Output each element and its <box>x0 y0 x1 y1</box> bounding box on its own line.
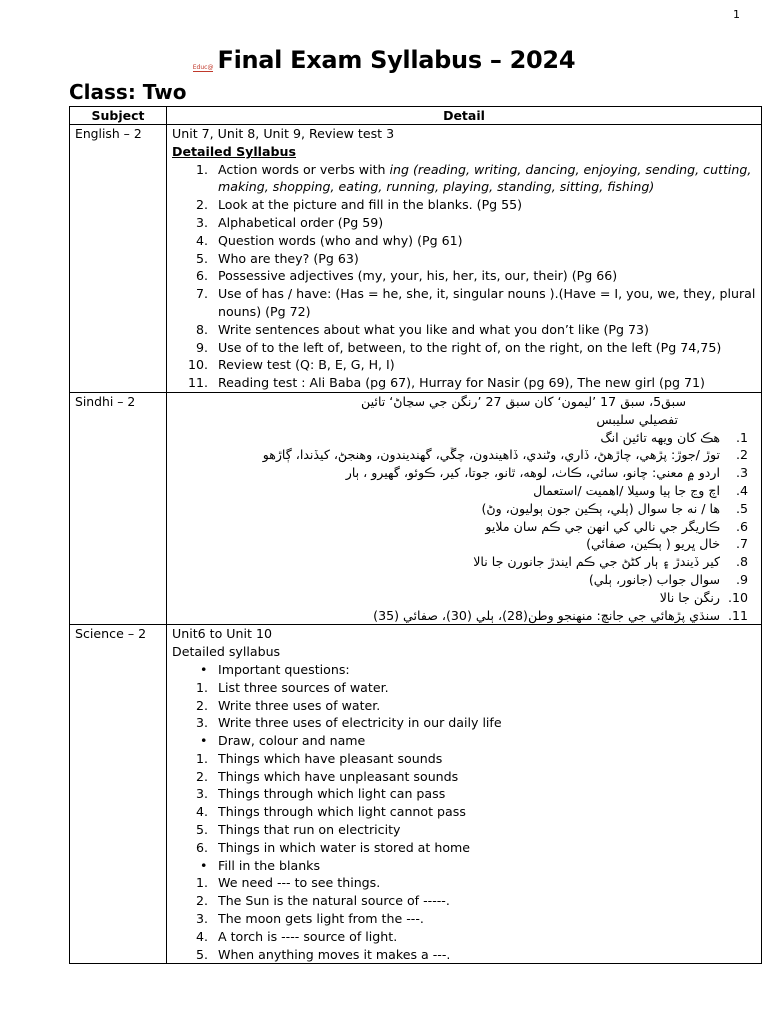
item-text: Look at the picture and fill in the blanks. (Pg 55) <box>218 197 523 213</box>
item-number: 3. <box>195 214 208 230</box>
list-item <box>172 339 756 357</box>
item-text-italic: ing (reading, writing, dancing, enjoying, sending, cutting, <box>389 161 752 177</box>
item-text: The Sun is the natural source of -----. <box>218 893 450 909</box>
item-number: 1. <box>195 161 208 177</box>
item-number: 5. <box>195 946 208 962</box>
list-item <box>172 161 756 197</box>
list-item <box>172 232 756 250</box>
table-header-row <box>70 107 762 125</box>
syllabus-table <box>69 106 762 964</box>
item-text: خال ڀريو ( ٻڪين، صفائي) <box>586 536 720 552</box>
science-list-draw <box>172 750 756 857</box>
list-item <box>172 285 756 321</box>
list-item <box>172 928 756 946</box>
item-text: Who are they? (Pg 63) <box>218 250 359 266</box>
item-number: 2. <box>195 697 208 713</box>
list-item <box>172 267 756 285</box>
item-text: List three sources of water. <box>218 679 389 695</box>
item-number: .6 <box>735 518 748 534</box>
item-text: سنڌي پڙهائي جي جانچ: منهنجو وطن(28)، ٻلي (30)، صفائي (35) <box>373 607 720 623</box>
item-number: .1 <box>735 429 748 445</box>
item-number: .9 <box>735 571 748 587</box>
detail-cell-science <box>167 625 762 964</box>
list-item <box>172 535 756 553</box>
item-text: A torch is ---- source of light. <box>218 928 398 944</box>
item-number: 4. <box>195 232 208 248</box>
detailed-syllabus-heading: Detailed syllabus <box>172 644 281 660</box>
school-logo: Educ@ <box>192 63 214 71</box>
item-number: 5. <box>195 250 208 266</box>
bullet-item <box>172 857 756 875</box>
list-item <box>172 464 756 482</box>
item-text: Review test (Q: B, E, G, H, I) <box>218 357 395 373</box>
subject-cell: Science – 2 <box>70 625 167 964</box>
list-item <box>172 446 756 464</box>
item-text: Write three uses of electricity in our daily life <box>218 715 502 731</box>
list-item <box>172 571 756 589</box>
list-item <box>172 589 756 607</box>
item-text: Things which have pleasant sounds <box>218 750 443 766</box>
list-item <box>172 714 756 732</box>
item-text: Question words (who and why) (Pg 61) <box>218 232 463 248</box>
list-item <box>172 839 756 857</box>
list-item <box>172 482 756 500</box>
item-number: 3. <box>195 911 208 927</box>
list-item <box>172 196 756 214</box>
item-number: .11 <box>727 607 748 623</box>
item-text-italic: making, shopping, eating, running, playing, standing, sitting, fishing) <box>218 179 655 195</box>
item-text: Use of to the left of, between, to the right of, on the right, on the left (Pg 74,75) <box>218 339 722 355</box>
item-number: 3. <box>195 786 208 802</box>
subject-cell: English – 2 <box>70 125 167 393</box>
item-number: 2. <box>195 893 208 909</box>
item-text: Write three uses of water. <box>218 697 381 713</box>
item-number: .4 <box>735 482 748 498</box>
item-text: هڪ کان ويهه تائين انگ <box>600 429 720 445</box>
list-item <box>172 321 756 339</box>
bullet-icon: • <box>200 661 208 677</box>
bullet-icon: • <box>200 733 208 749</box>
list-item <box>172 910 756 928</box>
item-number: 2. <box>195 768 208 784</box>
item-text: ڪاريگر جي نالي کي انهن جي ڪم سان ملايو <box>485 518 720 534</box>
item-text: سوال جواب (جانور، ٻلي) <box>588 571 720 587</box>
title-row <box>0 46 768 74</box>
column-header-detail: Detail <box>167 107 762 125</box>
item-number: 3. <box>195 715 208 731</box>
page-title: Final Exam Syllabus – 2024 <box>217 46 576 74</box>
page-number: 1 <box>733 8 740 21</box>
science-list-questions <box>172 679 756 732</box>
item-number: .8 <box>735 554 748 570</box>
list-item <box>172 500 756 518</box>
bullet-text: Draw, colour and name <box>218 733 366 749</box>
list-item <box>172 553 756 571</box>
item-number: .7 <box>735 536 748 552</box>
bullet-item <box>172 661 756 679</box>
detail-cell-sindhi <box>167 392 762 624</box>
item-number: 5. <box>195 822 208 838</box>
list-item <box>172 768 756 786</box>
sindhi-heading: سبق5، سبق 17 ’ليمون‘ کان سبق 27 ’رنگن جي سڃاڻ‘ تائين <box>361 393 686 409</box>
units-text: Unit6 to Unit 10 <box>172 626 272 642</box>
table-row-english <box>70 125 762 393</box>
class-label: Class: Two <box>69 80 187 104</box>
bullet-item <box>172 732 756 750</box>
bullet-text: Fill in the blanks <box>218 857 321 873</box>
list-item <box>172 679 756 697</box>
item-text: The moon gets light from the ---. <box>218 911 424 927</box>
item-text: Possessive adjectives (my, your, his, her, its, our, their) (Pg 66) <box>218 268 618 284</box>
subject-cell: Sindhi – 2 <box>70 392 167 624</box>
units-text: Unit 7, Unit 8, Unit 9, Review test 3 <box>172 126 395 141</box>
item-text: Things through which light can pass <box>218 786 446 802</box>
item-number: 1. <box>195 875 208 891</box>
bullet-list <box>172 857 756 875</box>
item-text: Alphabetical order (Pg 59) <box>218 214 384 230</box>
item-number: .5 <box>735 500 748 516</box>
item-number: 1. <box>195 679 208 695</box>
item-text: Things which have unpleasant sounds <box>218 768 459 784</box>
detailed-syllabus-heading: Detailed Syllabus <box>172 143 296 159</box>
item-number: 8. <box>195 321 208 337</box>
sindhi-subheading: تفصيلي سليبس <box>596 411 678 427</box>
bullet-list <box>172 732 756 750</box>
list-item <box>172 821 756 839</box>
bullet-list <box>172 661 756 679</box>
bullet-text: Important questions: <box>218 661 350 677</box>
list-item <box>172 803 756 821</box>
item-text: Use of has / have: (Has = he, she, it, singular nouns ).(Have = I, you, we, they, plural <box>218 286 756 302</box>
list-item <box>172 429 756 447</box>
item-text: اچ وڃ جا ٻيا وسيلا /اهميت /استعمال <box>533 482 720 498</box>
science-list-blanks <box>172 874 756 963</box>
list-item <box>172 874 756 892</box>
item-text: When anything moves it makes a ---. <box>218 946 451 962</box>
item-text: اردو ۾ معني: چانو، سائي، ڪاٺ، لوهه، ٿانو، جوتا، کير، ڪوئو، گهيرو ، ٻار <box>345 465 720 481</box>
item-number: .3 <box>735 465 748 481</box>
item-text: Things through which light cannot pass <box>218 804 466 820</box>
english-list <box>172 161 756 392</box>
item-number: 6. <box>195 268 208 284</box>
item-number: 6. <box>195 839 208 855</box>
list-item <box>172 946 756 964</box>
list-item <box>172 785 756 803</box>
item-number: 11. <box>187 375 208 391</box>
detail-cell-english <box>167 125 762 393</box>
item-number: .2 <box>735 447 748 463</box>
column-header-subject: Subject <box>70 107 167 125</box>
list-item <box>172 518 756 536</box>
table-row-sindhi <box>70 392 762 624</box>
list-item <box>172 892 756 910</box>
item-text: Action words or verbs with <box>218 161 390 177</box>
list-item <box>172 356 756 374</box>
item-text: Reading test : Ali Baba (pg 67), Hurray for Nasir (pg 69), The new girl (pg 71) <box>218 375 705 391</box>
item-number: 4. <box>195 804 208 820</box>
item-number: 9. <box>195 339 208 355</box>
bullet-icon: • <box>200 857 208 873</box>
list-item <box>172 607 756 625</box>
item-text: We need --- to see things. <box>218 875 381 891</box>
table-row-science <box>70 625 762 964</box>
item-text: nouns) (Pg 72) <box>218 303 311 319</box>
item-text: ها / نه جا سوال (ٻلي، ٻڪين جون ٻوليون، وڻ) <box>481 500 720 516</box>
item-number: 10. <box>187 357 208 373</box>
item-text: Things that run on electricity <box>218 822 401 838</box>
item-text: کير ڏيندڙ ۽ ٻار کڻڻ جي ڪم ايندڙ جانورن جا نالا <box>473 554 720 570</box>
item-number: 4. <box>195 928 208 944</box>
item-number: 7. <box>195 286 208 302</box>
item-number: 2. <box>195 197 208 213</box>
list-item <box>172 250 756 268</box>
item-number: .10 <box>727 589 748 605</box>
item-text: Write sentences about what you like and what you don’t like (Pg 73) <box>218 321 649 337</box>
item-text: رنگن جا نالا <box>659 589 720 605</box>
list-item <box>172 214 756 232</box>
item-number: 1. <box>195 750 208 766</box>
item-text: توڙ /جوڙ: پڙهي، چاڙهڻ، ڏاري، وڻندي، ڏاهيندون، چڱي، گهنديندون، وهنجڻ، کيڏندا، ڳاڙهو <box>262 447 720 463</box>
list-item <box>172 697 756 715</box>
list-item <box>172 374 756 392</box>
list-item <box>172 750 756 768</box>
item-text: Things in which water is stored at home <box>218 839 471 855</box>
